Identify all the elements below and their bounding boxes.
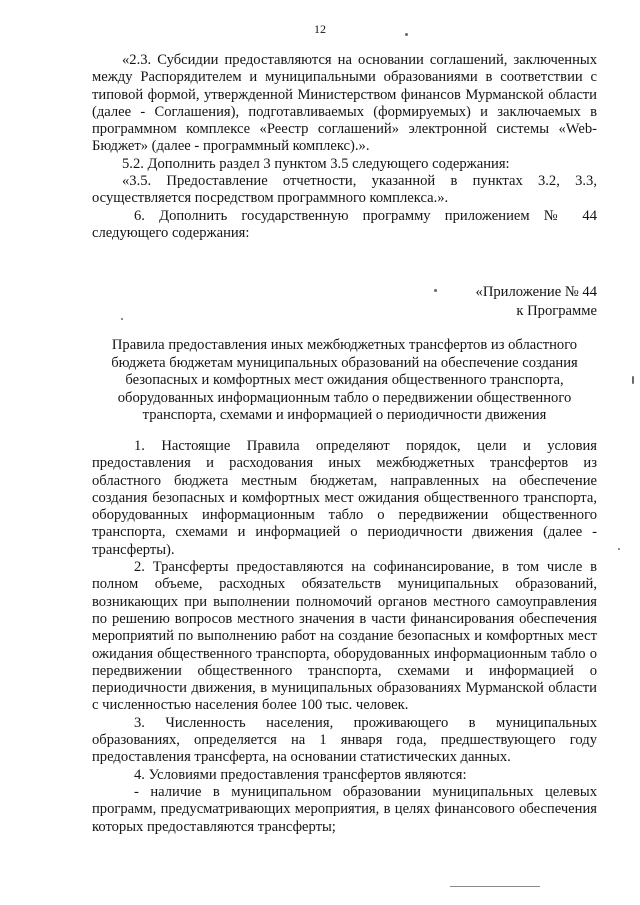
rules-text	[92, 438, 597, 836]
title-line: оборудованных информационным табло о передвижении общественного	[117, 389, 572, 406]
rule-3: 3. Численность населения, проживающего в муниципальных образованиях, определяется на 1 января года, предшествующего году предоставления трансферта, на основании статистических данных.	[92, 714, 597, 766]
scan-speck	[434, 289, 437, 292]
paragraph-6: 6. Дополнить государственную программу приложением № 44 следующего содержания:	[92, 207, 597, 241]
amendment-text	[92, 52, 597, 242]
rule-1: 1. Настоящие Правила определяют порядок, цели и условия предоставления и расходования иных межбюджетных трансфертов из областного бюджета местным бюджетам, направленных на обеспечение создания безопасных и комфортных мест ожидания общественного транспорта, оборудованных информационным табло о передвижении общественного транспорта, схемами и информацией о периодичности движения (далее - трансферты).	[92, 438, 597, 558]
rule-4: 4. Условиями предоставления трансфертов являются:	[134, 766, 467, 783]
title-line: Правила предоставления иных межбюджетных трансфертов из областного	[111, 337, 578, 353]
rules-title	[92, 337, 597, 425]
title-line: транспорта, схемами и информацией о периодичности движения	[142, 407, 547, 424]
rule-4-condition: - наличие в муниципальном образовании муниципальных целевых программ, предусматривающих мероприятия, в целях финансового обеспечения которых предоставляются трансферты;	[92, 783, 597, 835]
appendix-program-ref: к Программе	[516, 303, 597, 319]
appendix-note	[300, 283, 597, 321]
title-line: бюджета бюджетам муниципальных образований на обеспечение создания	[111, 354, 578, 371]
bottom-divider	[450, 886, 540, 887]
scan-speck	[405, 33, 408, 36]
appendix-number: «Приложение № 44	[475, 284, 597, 300]
paragraph-3-5: «3.5. Предоставление отчетности, указанной в пунктах 3.2, 3.3, осуществляется посредством программного комплекса.».	[92, 173, 597, 207]
title-line: безопасных и комфортных мест ожидания общественного транспорта,	[125, 372, 564, 389]
paragraph-5-2: 5.2. Дополнить раздел 3 пунктом 3.5 следующего содержания:	[122, 155, 510, 172]
scan-speck	[632, 376, 634, 384]
rule-2: 2. Трансферты предоставляются на софинансирование, в том числе в полном объеме, расходных обязательств муниципальных образований, возникающих при выполнении полномочий органов местного самоуправления по решению вопросов местного значения в части финансирования обеспечения мероприятий по выполнению работ на создание безопасных и комфортных мест ожидания общественного транспорта, оборудованных информационным табло о передвижении общественного транспорта, схемами и информацией о периодичности движения, в муниципальных образованиях Мурманской области с численностью населения более 100 тыс. человек.	[92, 559, 597, 714]
page-number: 12	[314, 22, 326, 36]
scan-speck	[618, 548, 620, 550]
scan-speck	[121, 318, 123, 320]
paragraph-2-3: «2.3. Субсидии предоставляются на основании соглашений, заключенных между Распорядителем и муниципальными образованиями в соответствии с типовой формой, утвержденной Министерством финансов Мурманской области (далее - Соглашения), подготавливаемых (формируемых) и заключаемых в программном комплексе «Реестр соглашений» электронной системы «Web-Бюджет» (далее - программный комплекс).».	[92, 52, 597, 155]
